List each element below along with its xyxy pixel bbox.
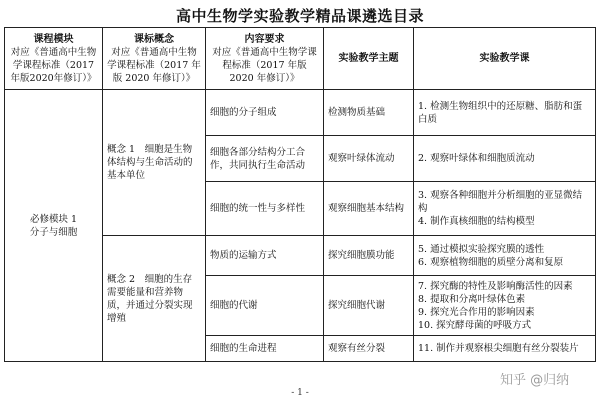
content-cell: 物质的运输方式 xyxy=(206,236,324,276)
course-item: 6. 观察植物细胞的质壁分离和复原 xyxy=(418,256,564,268)
course-item: 10. 探究酵母菌的呼吸方式 xyxy=(418,319,532,331)
course-cell xyxy=(414,90,596,136)
course-cell xyxy=(414,182,596,236)
course-item: 4. 制作真核细胞的结构模型 xyxy=(418,216,535,227)
header-content-note: 对应《普通高中生物学课程标准（2017 年版 2020 年修订）》 xyxy=(212,46,317,84)
header-theme-title: 实验教学主题 xyxy=(338,53,399,64)
header-concept-title: 课标概念 xyxy=(134,33,174,45)
page-number: - 1 - xyxy=(291,388,309,398)
course-cell xyxy=(414,276,596,336)
course-item: 9. 探究光合作用的影响因素 xyxy=(418,306,535,318)
header-module-note: 对应《普通高中生物学课程标准（2017年版2020年修订）》 xyxy=(10,46,97,84)
course-item: 5. 通过模拟实验探究膜的透性 xyxy=(418,243,545,255)
theme-cell: 探究细胞膜功能 xyxy=(324,236,414,276)
theme-cell: 观察有丝分裂 xyxy=(324,336,414,362)
course-catalog-table xyxy=(4,27,596,362)
concept-cell: 概念 2 细胞的生存需要能量和营养物质，并通过分裂实现增殖 xyxy=(103,236,206,362)
content-cell: 细胞的代谢 xyxy=(206,276,324,336)
header-course xyxy=(414,28,596,90)
course-item: 2. 观察叶绿体和细胞质流动 xyxy=(418,153,535,164)
content-cell: 细胞的统一性与多样性 xyxy=(206,182,324,236)
header-module xyxy=(5,28,103,90)
header-theme xyxy=(324,28,414,90)
module-subtitle: 分子与细胞 xyxy=(29,226,78,238)
page-title: 高中生物学实验教学精品课遴选目录 xyxy=(175,7,424,25)
theme-cell: 探究细胞代谢 xyxy=(324,276,414,336)
concept-cell: 概念 1 细胞是生物体结构与生命活动的基本单位 xyxy=(103,90,206,236)
course-item: 8. 提取和分离叶绿体色素 xyxy=(418,293,526,305)
header-row xyxy=(5,28,596,90)
header-content-title: 内容要求 xyxy=(244,33,285,45)
header-content xyxy=(206,28,324,90)
course-item: 3. 观察各种细胞并分析细胞的亚显微结构 xyxy=(418,190,583,214)
header-concept-note: 对应《普通高中生物学课程标准（2017 年版 2020 年修订）》 xyxy=(107,46,201,84)
theme-cell: 观察叶绿体流动 xyxy=(324,136,414,182)
module-cell xyxy=(5,90,103,362)
theme-cell: 观察细胞基本结构 xyxy=(324,182,414,236)
course-cell xyxy=(414,236,596,276)
header-module-title: 课程模块 xyxy=(33,33,74,45)
table-row xyxy=(5,90,596,136)
watermark: 知乎 @归纳 xyxy=(500,373,570,388)
theme-cell: 检测物质基础 xyxy=(324,90,414,136)
content-cell: 细胞的分子组成 xyxy=(206,90,324,136)
header-concept xyxy=(103,28,206,90)
course-cell xyxy=(414,336,596,362)
course-cell xyxy=(414,136,596,182)
course-item: 1. 检测生物组织中的还原糖、脂肪和蛋白质 xyxy=(418,100,583,125)
header-course-title: 实验教学课 xyxy=(479,53,530,64)
content-cell: 细胞各部分结构分工合作，共同执行生命活动 xyxy=(206,136,324,182)
module-name: 必修模块 1 xyxy=(29,213,78,225)
course-item: 11. 制作并观察根尖细胞有丝分裂装片 xyxy=(418,343,579,354)
course-item: 7. 探究酶的特性及影响酶活性的因素 xyxy=(418,280,573,292)
content-cell: 细胞的生命进程 xyxy=(206,336,324,362)
